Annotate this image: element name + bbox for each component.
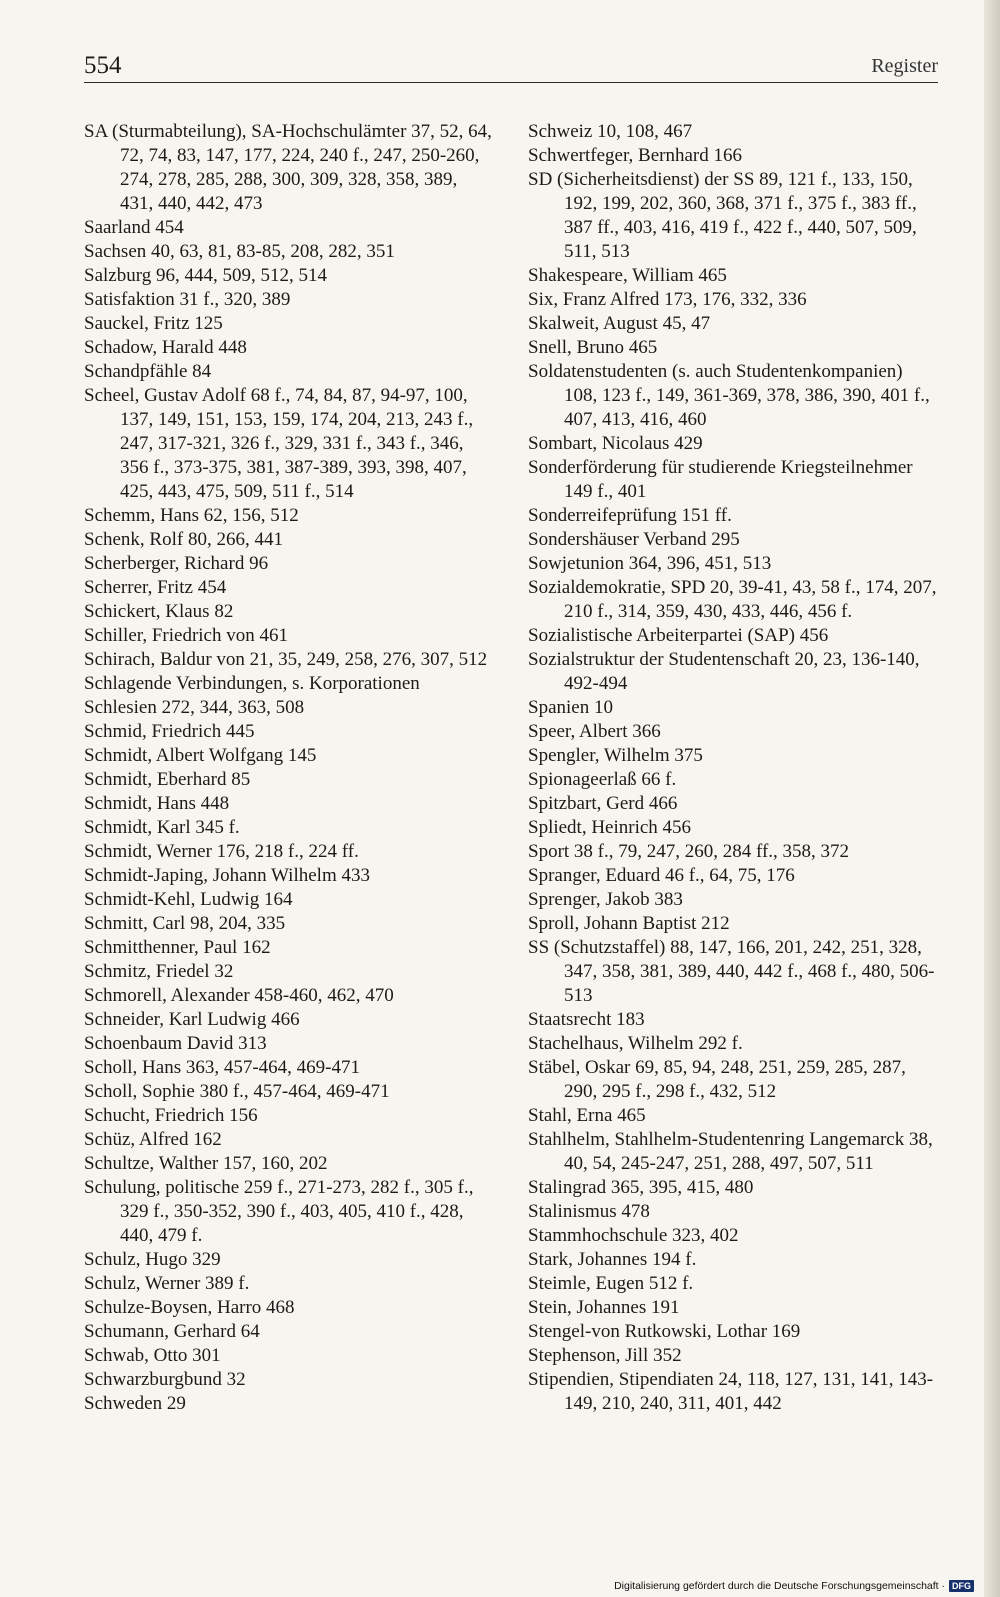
index-entry: Schiller, Friedrich von 461 — [84, 625, 288, 646]
index-entry: Salzburg 96, 444, 509, 512, 514 — [84, 265, 327, 286]
page-header — [84, 52, 938, 82]
index-entry: Stark, Johannes 194 f. — [528, 1249, 697, 1270]
index-entry: Sachsen 40, 63, 81, 83-85, 208, 282, 351 — [84, 241, 395, 262]
index-entry: Stalingrad 365, 395, 415, 480 — [528, 1177, 754, 1198]
index-entry: Scheel, Gustav Adolf 68 f., 74, 84, 87, 94-97, 100, 137, 149, 151, 153, 159, 174, 204, 213, 243 f., 247, 317-321, 326 f., 329, 331 f., 343 f., 346, 356 f., 373-375, 381, 387-389, 393, 398, 407, 425, 443, 475, 509, 511 f., 514 — [84, 385, 474, 502]
index-entry: SD (Sicherheitsdienst) der SS 89, 121 f., 133, 150, 192, 199, 202, 360, 368, 371 f., 375 f., 383 ff., 387 ff., 403, 416, 419 f., 422 f., 440, 507, 509, 511, 513 — [528, 169, 917, 262]
index-entry: Schulze-Boysen, Harro 468 — [84, 1297, 295, 1318]
index-entry: Schmidt, Werner 176, 218 f., 224 ff. — [84, 841, 359, 862]
index-entry: Satisfaktion 31 f., 320, 389 — [84, 289, 291, 310]
index-entry: Sozialdemokratie, SPD 20, 39-41, 43, 58 f., 174, 207, 210 f., 314, 359, 430, 433, 446, 456 f. — [528, 577, 937, 622]
index-entry: Schwab, Otto 301 — [84, 1345, 221, 1366]
index-entry: Stachelhaus, Wilhelm 292 f. — [528, 1033, 743, 1054]
index-entry: Sauckel, Fritz 125 — [84, 313, 223, 334]
index-entry: Stahl, Erna 465 — [528, 1105, 646, 1126]
page-number: 554 — [84, 52, 122, 79]
index-entry: Spengler, Wilhelm 375 — [528, 745, 703, 766]
index-entry: Schweiz 10, 108, 467 — [528, 121, 693, 142]
index-entry: Schmitz, Friedel 32 — [84, 961, 234, 982]
index-entry: Stäbel, Oskar 69, 85, 94, 248, 251, 259, 285, 287, 290, 295 f., 298 f., 432, 512 — [528, 1057, 906, 1102]
index-entry: Shakespeare, William 465 — [528, 265, 727, 286]
index-entry: Sowjetunion 364, 396, 451, 513 — [528, 553, 772, 574]
header-rule — [84, 82, 938, 83]
index-entry: Schlagende Verbindungen, s. Korporationen — [84, 673, 420, 694]
index-entry: Stammhochschule 323, 402 — [528, 1225, 739, 1246]
index-entry: Schulz, Hugo 329 — [84, 1249, 221, 1270]
index-entry: Scherberger, Richard 96 — [84, 553, 269, 574]
index-entry: Steimle, Eugen 512 f. — [528, 1273, 694, 1294]
index-entry: Stalinismus 478 — [528, 1201, 650, 1222]
dfg-logo: DFG — [949, 1580, 974, 1592]
index-entry: Schumann, Gerhard 64 — [84, 1321, 260, 1342]
index-entry: Snell, Bruno 465 — [528, 337, 658, 358]
index-entry: Stephenson, Jill 352 — [528, 1345, 682, 1366]
funding-footer — [614, 1578, 974, 1594]
index-entry: Schmidt, Karl 345 f. — [84, 817, 240, 838]
index-entry: Spionageerlaß 66 f. — [528, 769, 677, 790]
index-entry: Soldatenstudenten (s. auch Studentenkompanien) 108, 123 f., 149, 361-369, 378, 386, 390, 401 f., 407, 413, 416, 460 — [528, 361, 930, 430]
index-entry: Sombart, Nicolaus 429 — [528, 433, 703, 454]
index-entry: Schandpfähle 84 — [84, 361, 212, 382]
index-entry: Schneider, Karl Ludwig 466 — [84, 1009, 300, 1030]
index-entry: Stengel-von Rutkowski, Lothar 169 — [528, 1321, 801, 1342]
index-entry: SS (Schutzstaffel) 88, 147, 166, 201, 242, 251, 328, 347, 358, 381, 389, 440, 442 f., 468 f., 480, 506-513 — [528, 937, 935, 1006]
index-entry: Schmid, Friedrich 445 — [84, 721, 255, 742]
index-entry: Schmidt, Albert Wolfgang 145 — [84, 745, 317, 766]
index-entry: SA (Sturmabteilung), SA-Hochschulämter 37, 52, 64, 72, 74, 83, 147, 177, 224, 240 f., 247, 250-260, 274, 278, 285, 288, 300, 309, 328, 358, 389, 431, 440, 442, 473 — [84, 121, 492, 214]
footer-text: Digitalisierung gefördert durch die Deutsche Forschungsgemeinschaft · — [614, 1580, 945, 1592]
index-entry: Sozialstruktur der Studentenschaft 20, 23, 136-140, 492-494 — [528, 649, 920, 694]
index-entry: Stahlhelm, Stahlhelm-Studentenring Langemarck 38, 40, 54, 245-247, 251, 288, 497, 507, 511 — [528, 1129, 933, 1174]
index-entry: Sonderreifeprüfung 151 ff. — [528, 505, 732, 526]
index-entry: Stein, Johannes 191 — [528, 1297, 680, 1318]
index-entry: Schmitthenner, Paul 162 — [84, 937, 271, 958]
index-entry: Schickert, Klaus 82 — [84, 601, 234, 622]
index-entry: Schadow, Harald 448 — [84, 337, 247, 358]
index-column-left — [84, 120, 494, 1416]
running-title: Register — [871, 55, 938, 77]
index-entry: Sproll, Johann Baptist 212 — [528, 913, 730, 934]
index-entry: Spranger, Eduard 46 f., 64, 75, 176 — [528, 865, 795, 886]
index-entry: Schmidt, Hans 448 — [84, 793, 230, 814]
index-entry: Schemm, Hans 62, 156, 512 — [84, 505, 299, 526]
index-entry: Schultze, Walther 157, 160, 202 — [84, 1153, 328, 1174]
index-entry: Stipendien, Stipendiaten 24, 118, 127, 131, 141, 143-149, 210, 240, 311, 401, 442 — [528, 1369, 934, 1414]
index-entry: Schmorell, Alexander 458-460, 462, 470 — [84, 985, 394, 1006]
index-entry: Schirach, Baldur von 21, 35, 249, 258, 276, 307, 512 — [84, 649, 488, 670]
index-entry: Schoenbaum David 313 — [84, 1033, 267, 1054]
index-entry: Schulz, Werner 389 f. — [84, 1273, 250, 1294]
index-entry: Schwertfeger, Bernhard 166 — [528, 145, 742, 166]
index-entry: Schmitt, Carl 98, 204, 335 — [84, 913, 286, 934]
index-entry: Schwarzburgbund 32 — [84, 1369, 246, 1390]
index-entry: Spitzbart, Gerd 466 — [528, 793, 678, 814]
index-entry: Sport 38 f., 79, 247, 260, 284 ff., 358, 372 — [528, 841, 850, 862]
index-entry: Sozialistische Arbeiterpartei (SAP) 456 — [528, 625, 829, 646]
index-entry: Staatsrecht 183 — [528, 1009, 645, 1030]
index-entry: Spliedt, Heinrich 456 — [528, 817, 692, 838]
index-entry: Saarland 454 — [84, 217, 184, 238]
index-entry: Schenk, Rolf 80, 266, 441 — [84, 529, 283, 550]
index-entry: Sondershäuser Verband 295 — [528, 529, 740, 550]
page-edge — [984, 0, 1000, 1597]
index-column-right — [528, 120, 938, 1416]
index-entry: Six, Franz Alfred 173, 176, 332, 336 — [528, 289, 807, 310]
index-entry: Schmidt-Kehl, Ludwig 164 — [84, 889, 293, 910]
index-entry: Schweden 29 — [84, 1393, 186, 1414]
index-entry: Scherrer, Fritz 454 — [84, 577, 227, 598]
index-entry: Skalweit, August 45, 47 — [528, 313, 711, 334]
index-entry: Schüz, Alfred 162 — [84, 1129, 222, 1150]
index-entry: Scholl, Hans 363, 457-464, 469-471 — [84, 1057, 361, 1078]
index-entry: Schlesien 272, 344, 363, 508 — [84, 697, 305, 718]
index-entry: Schmidt-Japing, Johann Wilhelm 433 — [84, 865, 370, 886]
index-entry: Schucht, Friedrich 156 — [84, 1105, 258, 1126]
index-entry: Speer, Albert 366 — [528, 721, 661, 742]
index-entry: Scholl, Sophie 380 f., 457-464, 469-471 — [84, 1081, 390, 1102]
index-entry: Schmidt, Eberhard 85 — [84, 769, 251, 790]
index-entry: Spanien 10 — [528, 697, 613, 718]
index-entry: Sprenger, Jakob 383 — [528, 889, 683, 910]
index-entry: Sonderförderung für studierende Kriegsteilnehmer 149 f., 401 — [528, 457, 913, 502]
index-entry: Schulung, politische 259 f., 271-273, 282 f., 305 f., 329 f., 350-352, 390 f., 403, 405, 410 f., 428, 440, 479 f. — [84, 1177, 474, 1246]
